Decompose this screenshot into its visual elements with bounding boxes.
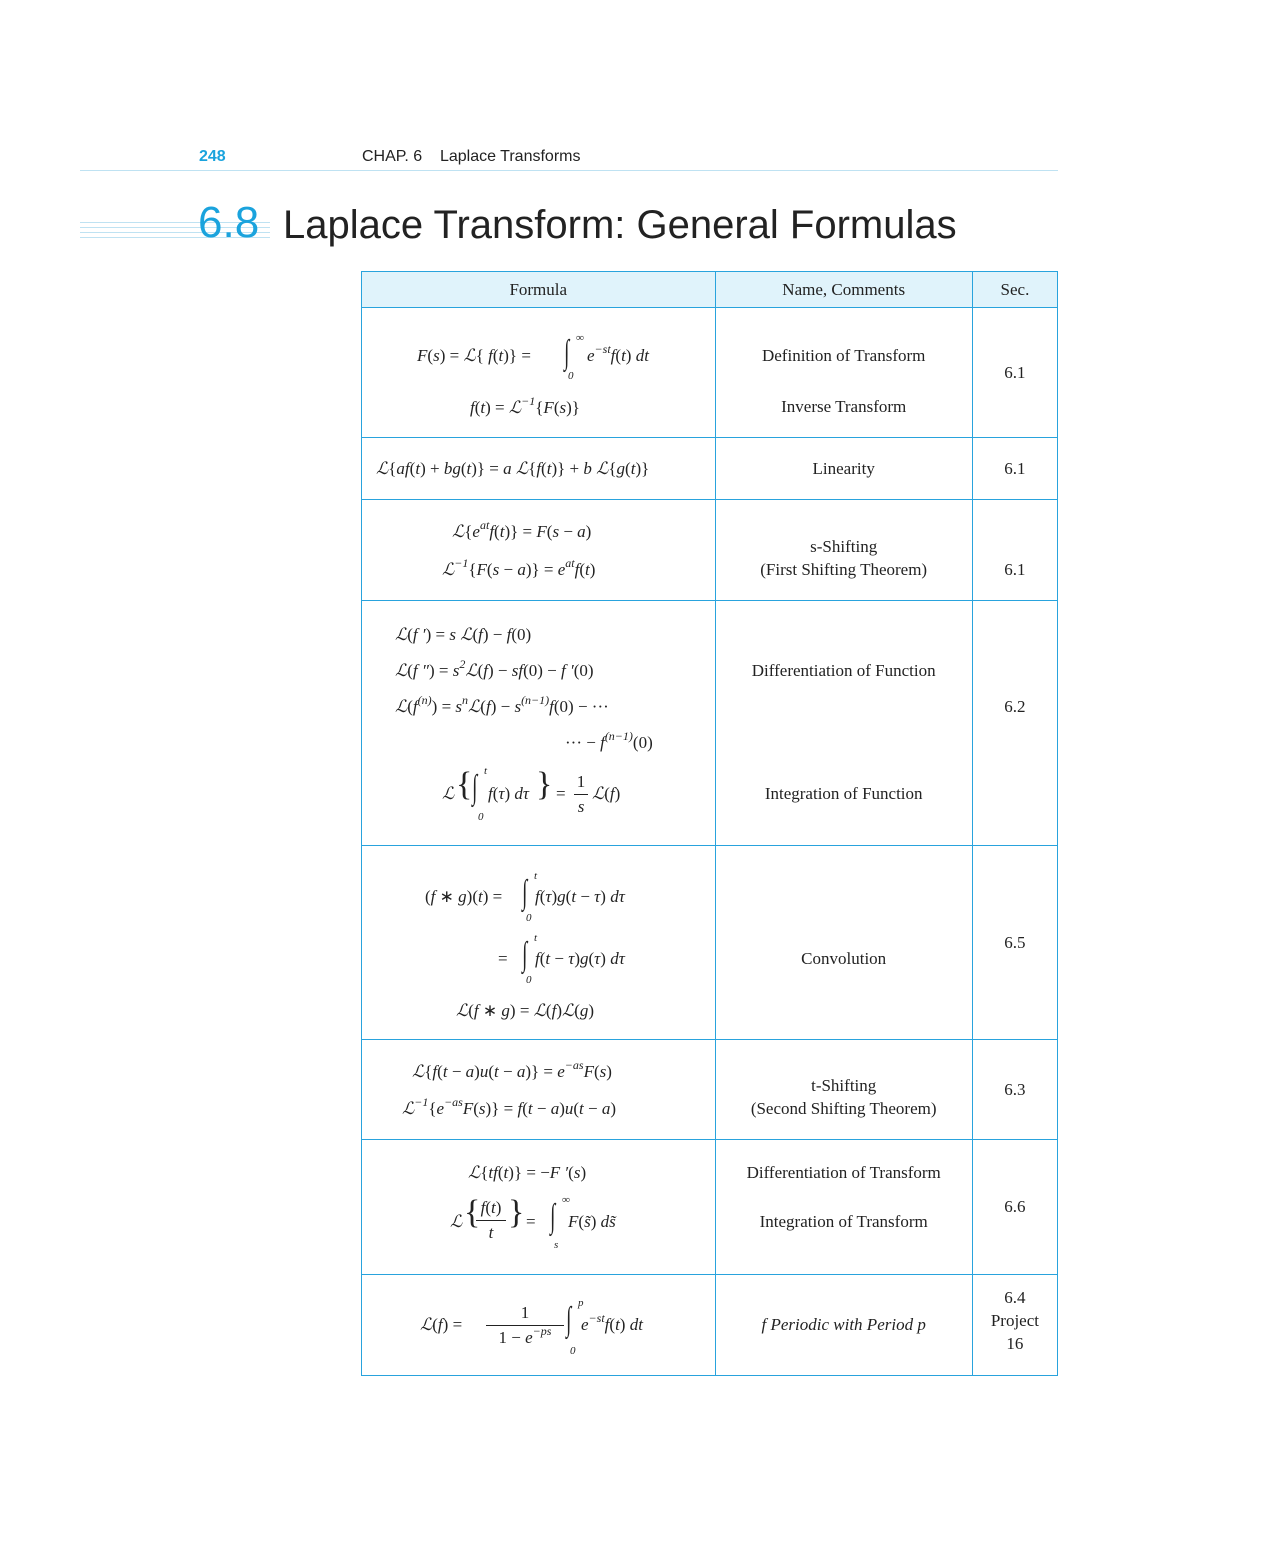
- formula-cell: ℒ{f(t − $a)u(t - a)\} = e^{-as}F(s)$ $ℒ^{-1}\{e^{-as}F(s)\} = f(t - a)u(t - a)$: [362, 1040, 716, 1140]
- name-cell: [715, 1140, 972, 1275]
- sec-value: 6.1: [1004, 560, 1026, 579]
- table-row: [362, 601, 1058, 846]
- column-header-sec: Sec.: [972, 272, 1057, 308]
- name-cell: [715, 438, 972, 500]
- column-header-name: Name, Comments: [715, 272, 972, 308]
- row-name: Linearity: [812, 459, 875, 478]
- sec-value: 16: [1006, 1334, 1024, 1353]
- sec-cell: 6.1: [972, 308, 1057, 438]
- chapter-heading: CHAP. 6 Laplace Transforms: [362, 148, 581, 165]
- table-row: [362, 846, 1058, 1040]
- table-header-row: [362, 272, 1058, 308]
- table-row: [362, 438, 1058, 500]
- name-cell: [715, 846, 972, 1040]
- table-row: [362, 1140, 1058, 1275]
- sec-cell: [972, 500, 1057, 601]
- row-name: s-Shifting: [810, 537, 878, 556]
- name-cell: [715, 601, 972, 846]
- row-name: (First Shifting Theorem): [760, 560, 928, 579]
- table-row: [362, 500, 1058, 601]
- row-name: t-Shifting: [811, 1076, 877, 1095]
- row-name: Integration of Function: [764, 784, 923, 803]
- row-name: Differentiation of Transform: [746, 1163, 941, 1182]
- formula-cell: (f ∗ g)(t) = ∫ t 0 f(τ)g(t − τ) dτ = ∫ t 0 f(t − τ)g(τ) dτ ℒ(f ∗ g) = ℒ(f)ℒ(g): [362, 846, 716, 1040]
- sec-value: 6.2: [1004, 697, 1026, 716]
- row-name: Inverse Transform: [781, 397, 907, 416]
- name-cell: [715, 1275, 972, 1376]
- formula-cell: ℒ{tf(t)} = −F ′(s) ℒ { f(t) t } = ∫ ∞ s F(s̃) ds̃: [362, 1140, 716, 1275]
- row-name: Integration of Transform: [759, 1212, 928, 1231]
- formula-table: [361, 271, 1058, 1376]
- sec-cell: 6.5: [972, 846, 1057, 1040]
- table-row: [362, 1040, 1058, 1140]
- formula-cell: ℒ(f ′) = s ℒ(f) − f(0) ℒ(f ″) = $s^2ℒ(f) - sf(0) - f$ ′(0) $ℒ(f^{(n)})$ = $s^nℒ(f) - s^{(n-1)}f(0)$ − ··· ··· − $f^{(n-1)}(0)$ ℒ { ∫ t 0 f(τ) dτ } = 1 s ℒ(f): [362, 601, 716, 846]
- page-number: 248: [199, 148, 226, 165]
- formula-cell: ℒ(f) = 1 $1 - e^{-ps}$ ∫ p 0 $e^{-st}f(t)$ dt: [362, 1275, 716, 1376]
- table-row: [362, 308, 1058, 438]
- row-name: Definition of Transform: [761, 346, 926, 365]
- row-name: Differentiation of Function: [751, 661, 936, 680]
- sec-value: Project: [990, 1311, 1039, 1330]
- sec-value: 6.4: [1004, 1288, 1026, 1307]
- name-cell: [715, 308, 972, 438]
- row-name: (Second Shifting Theorem): [750, 1099, 937, 1118]
- column-header-formula: Formula: [362, 272, 716, 308]
- formula-cell: F(s) = ℒ{ f(t)} = ∫ ∞ 0 $e^{-st}f(t)$ dt f(t) = ℒ$^{-1}${F(s)}: [362, 308, 716, 438]
- row-name: f Periodic with Period p: [761, 1315, 926, 1334]
- section-number: 6.8: [198, 198, 260, 247]
- section-title: Laplace Transform: General Formulas: [283, 203, 957, 247]
- row-name: Convolution: [801, 949, 887, 968]
- formula-cell: ℒ{af(t) + bg(t)} = a ℒ{f(t)} + b ℒ{g(t)}: [362, 438, 716, 500]
- sec-cell: 6.6: [972, 1140, 1057, 1275]
- sec-cell: [972, 601, 1057, 846]
- header-rule: [80, 170, 1058, 171]
- name-cell: [715, 500, 972, 601]
- table-row: [362, 1275, 1058, 1376]
- name-cell: [715, 1040, 972, 1140]
- formula-cell: $ℒ\{e^{at}f(t)\} = F(s - a)$ ℒ$^{-1}${F(s − $a)\} = e^{at}f(t)$: [362, 500, 716, 601]
- sec-cell: 6.1: [972, 438, 1057, 500]
- sec-cell: 6.3: [972, 1040, 1057, 1140]
- sec-cell: [972, 1275, 1057, 1376]
